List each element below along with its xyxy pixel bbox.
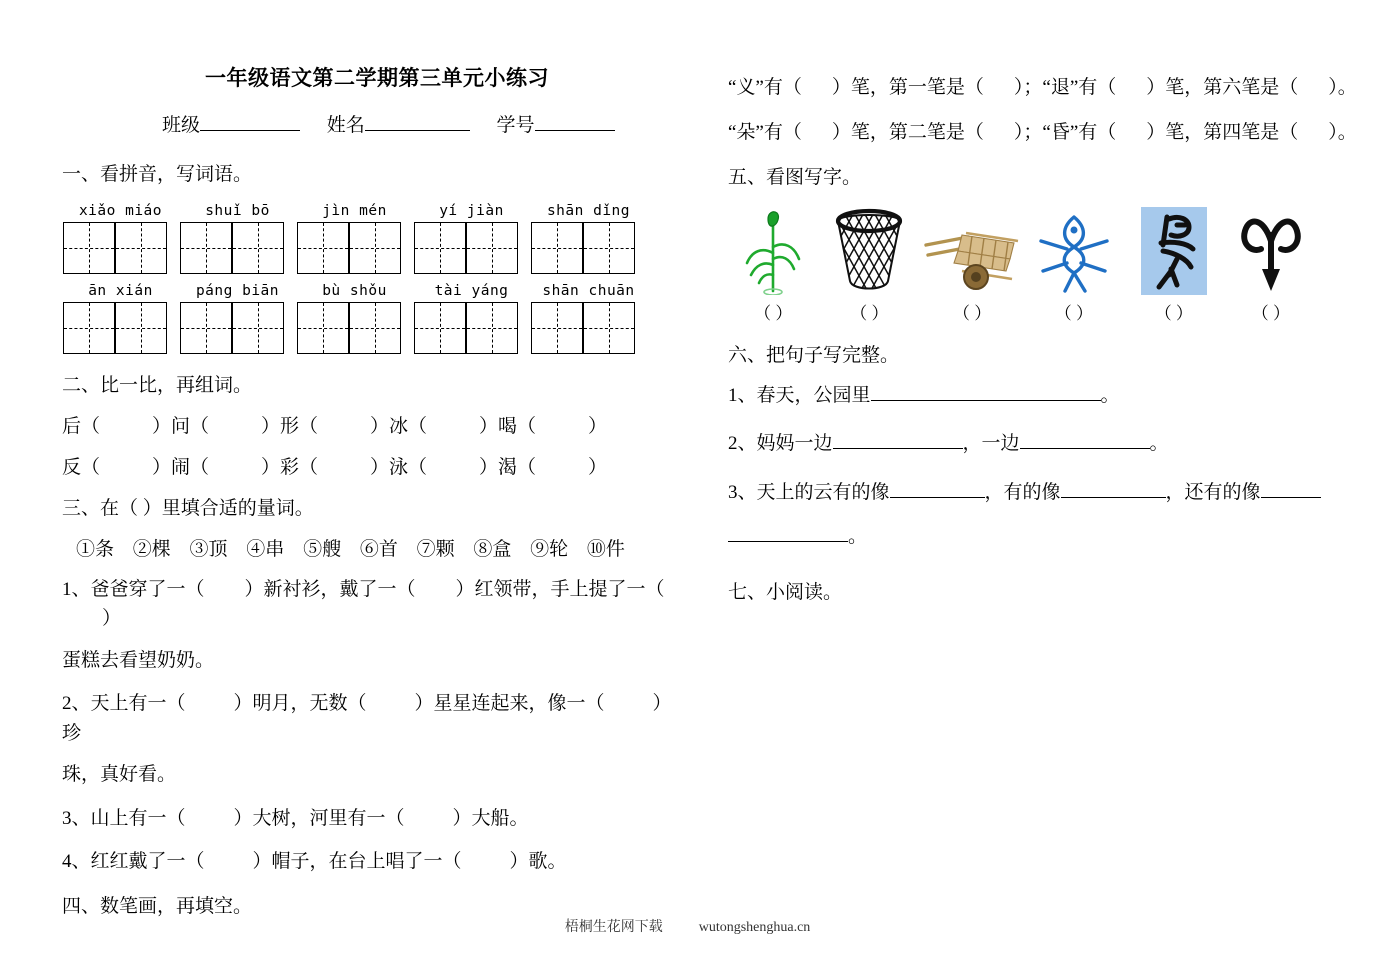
bracket-text: （ ） bbox=[1251, 304, 1291, 323]
sentence-blank[interactable] bbox=[1020, 431, 1150, 449]
tianzige-box[interactable] bbox=[349, 302, 401, 354]
bracket-text: （ ） bbox=[1054, 304, 1094, 323]
picture-answer-bracket[interactable] bbox=[728, 299, 818, 324]
question-text: ）歌。 bbox=[509, 851, 567, 873]
compare-char: 问 bbox=[171, 416, 191, 437]
tianzige-box[interactable] bbox=[115, 302, 167, 354]
footer bbox=[0, 916, 1375, 936]
stroke-text: “朵”有（ bbox=[728, 122, 802, 143]
sentence-lead: 1、春天，公园里 bbox=[728, 385, 871, 406]
pinyin-cell bbox=[413, 280, 530, 354]
tianzige-box[interactable] bbox=[297, 222, 349, 274]
picture-cell bbox=[920, 225, 1024, 295]
tianzige-box[interactable] bbox=[115, 222, 167, 274]
bracket-text: （ ） bbox=[850, 304, 889, 323]
picture-cell bbox=[1024, 213, 1124, 295]
section-1-heading: 一、看拼音，写词语。 bbox=[62, 164, 253, 185]
sentence-blank[interactable] bbox=[1261, 480, 1321, 498]
compare-row-2 bbox=[62, 452, 682, 479]
picture-answer-row bbox=[728, 299, 1318, 324]
sentence-mid2: ，还有的像 bbox=[1165, 481, 1261, 503]
measure-word: ⑨轮 bbox=[530, 539, 569, 560]
sentence-tail: 。 bbox=[1100, 385, 1120, 406]
footer-site: wutongshenghua.cn bbox=[698, 920, 811, 935]
tianzige-box[interactable] bbox=[180, 302, 232, 354]
compare-item[interactable]: 彩（ ） bbox=[280, 457, 390, 478]
compare-char: 形 bbox=[280, 416, 300, 437]
pinyin-cell bbox=[62, 280, 179, 354]
question-text: 3、山上有一（ bbox=[62, 807, 186, 829]
measure-word: ⑦颗 bbox=[416, 539, 455, 560]
pinyin-cell bbox=[62, 200, 179, 274]
number-field bbox=[497, 115, 615, 136]
compare-item[interactable]: 渴（ ） bbox=[498, 457, 608, 478]
pinyin-text: shuǐ bō bbox=[205, 203, 270, 219]
tianzige-box[interactable] bbox=[583, 302, 635, 354]
question-text: ）帽子，在台上唱了一（ bbox=[252, 851, 462, 873]
class-label: 班级 bbox=[162, 115, 201, 136]
compare-char: 彩 bbox=[280, 457, 300, 478]
pinyin-text: shān dǐng bbox=[546, 203, 631, 219]
picture-answer-bracket[interactable] bbox=[1224, 299, 1318, 324]
question-text: ）红领带，手上提了一（ bbox=[455, 579, 665, 600]
tianzige-box[interactable] bbox=[63, 302, 115, 354]
net-basket-image bbox=[832, 203, 906, 295]
compare-item[interactable]: 问（ ） bbox=[171, 416, 281, 437]
question-text: 1、爸爸穿了一（ bbox=[62, 579, 205, 600]
question-text: 4、红红戴了一（ bbox=[62, 851, 205, 873]
question-text: ）大树，河里有一（ bbox=[233, 807, 405, 829]
tianzige-box[interactable] bbox=[349, 222, 401, 274]
class-blank[interactable] bbox=[200, 113, 300, 131]
sentence-tail: 。 bbox=[848, 526, 868, 548]
pinyin-text: bù shǒu bbox=[322, 283, 387, 299]
tianzige-pair bbox=[179, 222, 296, 274]
pinyin-cell bbox=[296, 280, 413, 354]
sentence-blank[interactable] bbox=[1061, 480, 1166, 498]
pinyin-cell bbox=[530, 200, 647, 274]
stroke-text: ）笔，第六笔是（ bbox=[1146, 77, 1299, 98]
picture-answer-bracket[interactable] bbox=[1124, 299, 1224, 324]
pinyin-cell bbox=[179, 280, 296, 354]
tianzige-box[interactable] bbox=[531, 222, 583, 274]
bracket-text: （ ） bbox=[952, 304, 992, 323]
tianzige-pair bbox=[530, 222, 647, 274]
tianzige-pair bbox=[296, 302, 413, 354]
compare-item[interactable]: 后（ ） bbox=[62, 416, 172, 437]
measure-word: ⑧盒 bbox=[473, 539, 512, 560]
measure-word: ④串 bbox=[246, 539, 285, 560]
sentence-blank[interactable] bbox=[890, 480, 985, 498]
compare-item[interactable]: 形（ ） bbox=[280, 416, 390, 437]
question-continuation: 蛋糕去看望奶奶。 bbox=[62, 649, 215, 671]
measure-word: ①条 bbox=[76, 539, 115, 560]
pinyin-text: jìn mén bbox=[322, 203, 387, 219]
tianzige-pair bbox=[62, 302, 179, 354]
bird-pictograph-image bbox=[1147, 211, 1201, 291]
compare-item[interactable]: 泳（ ） bbox=[389, 457, 499, 478]
section-3-heading: 三、在（ ）里填合适的量词。 bbox=[62, 498, 314, 519]
compare-char: 喝 bbox=[498, 416, 518, 437]
sentence-item-3 bbox=[728, 478, 1318, 553]
pinyin-text: páng biān bbox=[195, 283, 280, 299]
measure-word: ⑤艘 bbox=[303, 539, 342, 560]
tianzige-box[interactable] bbox=[414, 302, 466, 354]
section-4-heading: 四、数笔画，再填空。 bbox=[62, 895, 253, 917]
sprout-pictograph-image bbox=[1235, 211, 1307, 295]
measure-question-4 bbox=[62, 847, 682, 876]
stroke-text: “义”有（ bbox=[728, 77, 802, 98]
measure-word-list bbox=[62, 534, 682, 561]
sentence-mid: ，有的像 bbox=[984, 481, 1061, 503]
number-blank[interactable] bbox=[535, 113, 615, 131]
stroke-text: ）笔，第一笔是（ bbox=[831, 77, 984, 98]
right-column bbox=[728, 72, 1357, 618]
picture-row bbox=[728, 203, 1318, 295]
pinyin-text: tài yáng bbox=[434, 283, 509, 299]
name-field bbox=[327, 115, 470, 136]
pinyin-text: yí jiàn bbox=[439, 203, 504, 219]
bird-pictograph-panel bbox=[1141, 207, 1207, 295]
footer-brand: 梧桐生花网下载 bbox=[564, 920, 663, 935]
measure-word: ③顶 bbox=[189, 539, 228, 560]
question-text: ）新衬衫，戴了一（ bbox=[244, 579, 416, 600]
picture-cell bbox=[728, 207, 818, 295]
wooden-cart-image bbox=[922, 225, 1022, 295]
bracket-text: （ ） bbox=[1154, 304, 1193, 323]
tianzige-pair bbox=[62, 222, 179, 274]
pinyin-grid-block bbox=[62, 200, 682, 354]
sentence-wrap-line bbox=[728, 522, 1318, 552]
measure-question-1 bbox=[62, 575, 682, 675]
stroke-text: ）。 bbox=[1328, 122, 1357, 143]
sentence-lead: 3、天上的云有的像 bbox=[728, 481, 890, 503]
pinyin-row-2 bbox=[62, 280, 682, 354]
picture-cell bbox=[818, 203, 920, 295]
name-blank[interactable] bbox=[365, 113, 470, 131]
compare-item[interactable]: 喝（ ） bbox=[498, 416, 608, 437]
tianzige-box[interactable] bbox=[297, 302, 349, 354]
stroke-text: ）；“昏”有（ bbox=[1013, 122, 1117, 143]
pinyin-text: ān xián bbox=[88, 283, 153, 299]
tianzige-box[interactable] bbox=[531, 302, 583, 354]
section-2-heading: 二、比一比，再组词。 bbox=[62, 375, 253, 396]
compare-char: 后 bbox=[62, 416, 82, 437]
stroke-text: ）笔，第四笔是（ bbox=[1146, 122, 1299, 143]
measure-word: ②棵 bbox=[132, 539, 171, 560]
compare-item[interactable]: 闹（ ） bbox=[171, 457, 281, 478]
tianzige-pair bbox=[530, 302, 647, 354]
stroke-line-1 bbox=[728, 72, 1357, 99]
pinyin-cell bbox=[413, 200, 530, 274]
sentence-blank[interactable] bbox=[871, 383, 1101, 401]
measure-word: ⑥首 bbox=[359, 539, 398, 560]
measure-question-2 bbox=[62, 689, 682, 789]
measure-question-3 bbox=[62, 804, 682, 833]
grass-plant-image bbox=[742, 207, 804, 295]
tianzige-box[interactable] bbox=[414, 222, 466, 274]
section-5-heading: 五、看图写字。 bbox=[728, 167, 862, 188]
pinyin-cell bbox=[530, 280, 647, 354]
name-label: 姓名 bbox=[326, 115, 365, 136]
identity-row bbox=[62, 110, 682, 137]
compare-char: 反 bbox=[62, 457, 82, 478]
question-continuation: 珠，真好看。 bbox=[62, 764, 177, 786]
question-text: ）明月，无数（ bbox=[233, 693, 367, 715]
question-text: 2、天上有一（ bbox=[62, 693, 186, 715]
picture-answer-bracket[interactable] bbox=[920, 299, 1024, 324]
stroke-line-2 bbox=[728, 117, 1357, 144]
picture-cell bbox=[1124, 207, 1224, 295]
compare-item[interactable]: 反（ ） bbox=[62, 457, 172, 478]
pinyin-text: xiǎo miáo bbox=[78, 203, 163, 219]
tianzige-box[interactable] bbox=[466, 302, 518, 354]
question-text: ） bbox=[102, 608, 122, 630]
compare-char: 渴 bbox=[498, 457, 518, 478]
tianzige-box[interactable] bbox=[232, 302, 284, 354]
sentence-tail: 。 bbox=[1149, 433, 1169, 455]
compare-item[interactable]: 冰（ ） bbox=[389, 416, 499, 437]
tianzige-box[interactable] bbox=[180, 222, 232, 274]
picture-answer-bracket[interactable] bbox=[1024, 299, 1124, 324]
section-7-heading: 七、小阅读。 bbox=[728, 581, 843, 603]
measure-word: ⑩件 bbox=[586, 539, 625, 560]
stroke-text: ）；“退”有（ bbox=[1013, 77, 1117, 98]
question-text: ）星星连起来，像一（ bbox=[414, 693, 605, 715]
tianzige-box[interactable] bbox=[232, 222, 284, 274]
sentence-item-1 bbox=[728, 381, 1318, 411]
tianzige-box[interactable] bbox=[63, 222, 115, 274]
stroke-text: ）。 bbox=[1328, 77, 1357, 98]
question-text: ）大船。 bbox=[452, 807, 529, 829]
pinyin-row-1 bbox=[62, 200, 682, 274]
pinyin-cell bbox=[179, 200, 296, 274]
picture-answer-bracket[interactable] bbox=[818, 299, 920, 324]
compare-char: 闹 bbox=[171, 457, 191, 478]
left-column bbox=[62, 62, 682, 932]
page-title: 一年级语文第二学期第三单元小练习 bbox=[205, 66, 549, 90]
stroke-text: ）笔，第二笔是（ bbox=[831, 122, 984, 143]
sentence-mid: ，一边 bbox=[962, 433, 1020, 455]
compare-char: 泳 bbox=[389, 457, 409, 478]
tianzige-box[interactable] bbox=[583, 222, 635, 274]
question-text: ）珍 bbox=[62, 693, 672, 744]
sentence-blank[interactable] bbox=[728, 524, 848, 542]
tianzige-pair bbox=[296, 222, 413, 274]
tianzige-box[interactable] bbox=[466, 222, 518, 274]
pinyin-text: shān chuān bbox=[542, 283, 635, 299]
sentence-blank[interactable] bbox=[833, 431, 963, 449]
sentence-item-2 bbox=[728, 429, 1318, 459]
sentence-lead: 2、妈妈一边 bbox=[728, 433, 833, 455]
bracket-text: （ ） bbox=[754, 304, 793, 323]
compare-char: 冰 bbox=[389, 416, 409, 437]
tianzige-pair bbox=[413, 302, 530, 354]
number-label: 学号 bbox=[496, 115, 535, 136]
picture-cell bbox=[1224, 211, 1318, 295]
pinyin-cell bbox=[296, 200, 413, 274]
tianzige-pair bbox=[179, 302, 296, 354]
tianzige-pair bbox=[413, 222, 530, 274]
fish-pictograph-image bbox=[1037, 213, 1111, 295]
section-6-heading: 六、把句子写完整。 bbox=[728, 345, 900, 366]
class-field bbox=[162, 115, 300, 136]
compare-row-1 bbox=[62, 411, 682, 438]
